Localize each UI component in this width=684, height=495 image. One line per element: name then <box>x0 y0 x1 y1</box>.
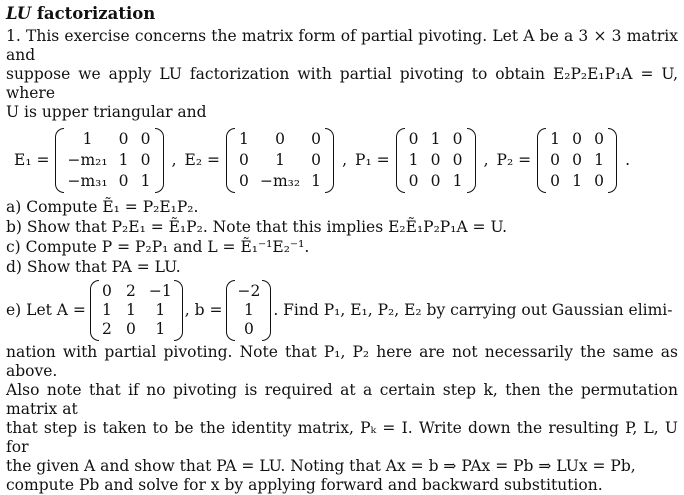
matrix-grid <box>236 128 324 193</box>
section-heading <box>6 4 678 23</box>
matrix-cell: 0 <box>408 129 419 148</box>
matrix-cell: 1 <box>82 129 93 148</box>
matrix-a-cell: 2 <box>101 319 112 338</box>
matrix-cell: 0 <box>118 129 129 148</box>
matrix-cell: 0 <box>550 171 561 190</box>
matrix-cell: 0 <box>452 150 463 169</box>
matrix-cell: 0 <box>572 129 583 148</box>
matrix-cell: 1 <box>594 150 605 169</box>
item-b: b) Show that P₂E₁ = Ẽ₁P₂. Note that this implies E₂Ẽ₁P₂P₁A = U. <box>6 218 508 236</box>
closing-line-5: compute Pb and solve for x by applying forward and backward substitution. <box>6 476 603 494</box>
matrix-separator: . <box>625 150 631 169</box>
matrix-a-cell: 1 <box>155 300 166 319</box>
matrix-cell: 0 <box>452 129 463 148</box>
closing-line-4: the given A and show that PA = LU. Noting that Ax = b ⇒ PAx = Pb ⇒ LUx = Pb, <box>6 457 636 475</box>
heading-rest: factorization <box>31 4 156 23</box>
intro-line-3: U is upper triangular and <box>6 103 207 121</box>
matrix-cell: 1 <box>430 129 441 148</box>
matrix-cell: 1 <box>275 150 285 169</box>
item-e-mid: , b = <box>184 300 223 319</box>
matrix-grid <box>406 128 466 193</box>
matrix-a-grid <box>99 280 174 341</box>
item-e-prefix: e) Let A = <box>6 300 86 319</box>
matrix-cell: 0 <box>430 150 441 169</box>
item-e <box>6 277 678 343</box>
closing-paragraph <box>6 343 678 495</box>
matrix-cell: 1 <box>550 129 561 148</box>
matrix-cell: 1 <box>572 171 583 190</box>
intro-line-2: suppose we apply LU factorization with partial pivoting to obtain E₂P₂E₁P₁A = U, where <box>6 65 678 102</box>
matrix-cell: 1 <box>408 150 419 169</box>
item-c: c) Compute P = P₂P₁ and L = Ẽ₁⁻¹E₂⁻¹. <box>6 238 310 256</box>
matrix-cell: 1 <box>239 129 249 148</box>
matrix-cell: 0 <box>140 129 151 148</box>
matrix-cell: 0 <box>239 171 249 190</box>
vector-b-cell: −2 <box>237 281 261 300</box>
matrix-group-3 <box>355 128 497 193</box>
matrix-cell: −m₃₁ <box>67 171 108 190</box>
matrix-separator: , <box>171 150 177 169</box>
matrix-cell: 1 <box>452 171 463 190</box>
closing-line-2: Also note that if no pivoting is required at a certain step k, then the permutation matrix at <box>6 381 678 418</box>
matrix-label: E₂ = <box>184 150 220 169</box>
matrix-a <box>90 280 183 341</box>
heading-lu: LU <box>6 4 32 23</box>
matrix-cell: 0 <box>594 129 605 148</box>
matrix-label: E₁ = <box>14 150 50 169</box>
matrix-separator: , <box>483 150 489 169</box>
matrix-cell: −m₃₂ <box>259 171 301 190</box>
matrix-body <box>396 128 476 193</box>
matrix-label: P₁ = <box>355 150 390 169</box>
matrix-group-2 <box>185 128 356 193</box>
item-a: a) Compute Ẽ₁ = P₂E₁P₂. <box>6 198 199 216</box>
matrix-body <box>537 128 617 193</box>
vector-b-cell: 0 <box>243 319 254 338</box>
matrix-cell: 0 <box>239 150 249 169</box>
matrix-a-cell: 2 <box>125 281 136 300</box>
intro-line-1: 1. This exercise concerns the matrix form of partial pivoting. Let A be a 3 × 3 matrix and <box>6 27 678 64</box>
matrix-cell: 0 <box>118 171 129 190</box>
matrix-body <box>55 128 163 193</box>
matrix-grid <box>65 128 153 193</box>
vector-b-cell: 1 <box>243 300 254 319</box>
item-d: d) Show that PA = LU. <box>6 258 181 276</box>
matrix-cell: 0 <box>572 150 583 169</box>
matrix-cell: 0 <box>550 150 561 169</box>
vector-b-grid <box>235 280 262 341</box>
matrix-grid <box>547 128 607 193</box>
matrix-cell: 0 <box>275 129 285 148</box>
matrix-a-cell: −1 <box>148 281 172 300</box>
matrix-cell: 0 <box>311 129 322 148</box>
vector-b <box>226 280 271 341</box>
matrix-separator: , <box>342 150 348 169</box>
matrix-cell: 1 <box>140 171 151 190</box>
matrix-group-1 <box>14 128 185 193</box>
matrix-cell: 0 <box>594 171 605 190</box>
intro-paragraph <box>6 27 678 122</box>
matrix-a-cell: 0 <box>125 319 136 338</box>
matrix-body <box>226 128 334 193</box>
matrix-cell: 0 <box>430 171 441 190</box>
matrix-cell: 1 <box>311 171 322 190</box>
matrix-cell: 0 <box>311 150 322 169</box>
matrix-cell: 0 <box>140 150 151 169</box>
closing-line-1: nation with partial pivoting. Note that P₁, P₂ here are not necessarily the same as above. <box>6 343 678 380</box>
matrix-cell: 0 <box>408 171 419 190</box>
definition-matrices <box>14 124 678 196</box>
matrix-group-4 <box>497 128 639 193</box>
matrix-cell: 1 <box>118 150 129 169</box>
matrix-a-cell: 0 <box>101 281 112 300</box>
exercise-page <box>6 4 678 495</box>
matrix-label: P₂ = <box>496 150 532 169</box>
matrix-cell: −m₂₁ <box>67 150 108 169</box>
matrix-a-cell: 1 <box>155 319 166 338</box>
item-e-suffix: . Find P₁, E₁, P₂, E₂ by carrying out Gaussian elimi- <box>273 300 673 319</box>
closing-line-3: that step is taken to be the identity matrix, Pₖ = I. Write down the resulting P, L, U for <box>6 419 678 456</box>
matrix-a-cell: 1 <box>101 300 112 319</box>
matrix-a-cell: 1 <box>125 300 136 319</box>
